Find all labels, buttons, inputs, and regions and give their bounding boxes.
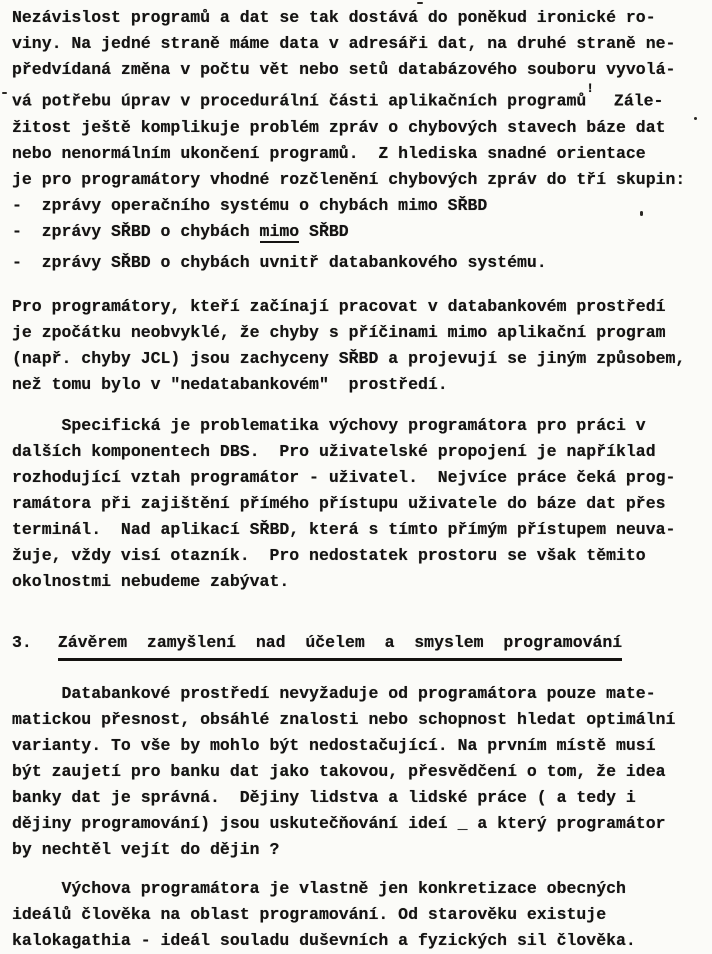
text-line: je pro programátory vhodné rozčlenění chybových zpráv do tří skupin: bbox=[12, 169, 686, 189]
text-line: matickou přesnost, obsáhlé znalosti nebo schopnost hledat optimální bbox=[12, 709, 676, 729]
text-line: dalších komponentech DBS. Pro uživatelské propojení je například bbox=[12, 441, 656, 461]
text-line: Nezávislost programů a dat se tak dostává do poněkud ironické ro- bbox=[12, 8, 656, 27]
section-number: 3. bbox=[12, 632, 32, 652]
text-line: ideálů člověka na oblast programování. Od starověku existuje bbox=[12, 904, 607, 924]
text-line: viny. Na jedné straně máme data v adresáři dat, na druhé straně ne- bbox=[12, 34, 676, 53]
text-line: by nechtěl vejít do dějin ? bbox=[12, 839, 280, 859]
text-line: varianty. To vše by mohlo být nedostačující. Na prvním místě musí bbox=[12, 735, 656, 755]
text-line: Pro programátory, kteří začínají pracovat v databankovém prostředí bbox=[12, 296, 666, 316]
scan-artifact bbox=[417, 2, 423, 4]
paragraph-2 bbox=[12, 294, 706, 398]
scan-artifact bbox=[640, 211, 643, 216]
text-line: (např. chyby JCL) jsou zachyceny SŘBD a projevují se jiným způsobem, bbox=[12, 348, 686, 368]
text-line: být zaujetí pro banku dat jako takovou, přesvědčení o tom, že idea bbox=[12, 761, 666, 781]
text-line: nebo nenormálním ukončení programů. Z hlediska snadné orientace bbox=[12, 143, 646, 163]
text-line: ramátora při zajištění přímého přístupu uživatele do báze dat přes bbox=[12, 493, 666, 513]
text-segment: SŘBD bbox=[299, 221, 349, 241]
text-line: terminál. Nad aplikací SŘBD, která s tímto přímým přístupem neuva- bbox=[12, 519, 676, 539]
text-line: Databankové prostředí nevyžaduje od programátora pouze mate- bbox=[12, 683, 656, 703]
section-heading bbox=[12, 630, 706, 661]
paragraph-3 bbox=[12, 413, 706, 595]
list-item: - zprávy SŘBD o chybách uvnitř databankového systému. bbox=[12, 252, 547, 272]
text-line: je zpočátku neobvyklé, že chyby s příčinami mimo aplikační program bbox=[12, 322, 666, 342]
text-line: banky dat je správná. Dějiny lidstva a lidské práce ( a tedy i bbox=[12, 787, 636, 807]
text-line: žuje, vždy visí otazník. Pro nedostatek prostoru se však těmito bbox=[12, 545, 646, 565]
paragraph-5 bbox=[12, 876, 706, 954]
text-line: žitost ještě komplikuje problém zpráv o chybových stavech báze dat bbox=[12, 117, 666, 137]
text-line-with-footnote bbox=[12, 83, 706, 115]
error-message-list bbox=[12, 193, 706, 276]
text-line: rozhodující vztah programátor - uživatel. Nejvíce práce čeká prog- bbox=[12, 467, 676, 487]
footnote-marker: ! bbox=[586, 81, 595, 96]
text-line: dějiny programování) jsou uskutečňování ideí _ a který programátor bbox=[12, 813, 666, 833]
paragraph-4 bbox=[12, 681, 706, 863]
scan-artifact bbox=[2, 92, 7, 94]
text-segment: Zále- bbox=[594, 91, 664, 111]
text-line: Výchova programátora je vlastně jen konkretizace obecných bbox=[12, 878, 626, 898]
list-item: - zprávy operačního systému o chybách mimo SŘBD bbox=[12, 195, 488, 215]
text-segment: vá potřebu úprav v procedurální části aplikačních programů bbox=[12, 91, 587, 111]
paragraph-1 bbox=[12, 5, 706, 193]
section-title: Závěrem zamyšlení nad účelem a smyslem programování bbox=[58, 630, 622, 661]
text-line: okolnostmi nebudeme zabývat. bbox=[12, 571, 290, 591]
scan-artifact bbox=[694, 117, 697, 120]
list-item bbox=[12, 219, 706, 245]
text-segment: - zprávy SŘBD o chybách bbox=[12, 221, 260, 241]
text-line: než tomu bylo v "nedatabankovém" prostředí. bbox=[12, 374, 448, 394]
text-line: Specifická je problematika výchovy programátora pro práci v bbox=[12, 415, 646, 435]
underlined-word: mimo bbox=[259, 221, 300, 241]
text-line: kalokagathia - ideál souladu duševních a fyzických sil člověka. bbox=[12, 930, 636, 950]
text-line: předvídaná změna v počtu vět nebo setů databázového souboru vyvolá- bbox=[12, 60, 676, 79]
